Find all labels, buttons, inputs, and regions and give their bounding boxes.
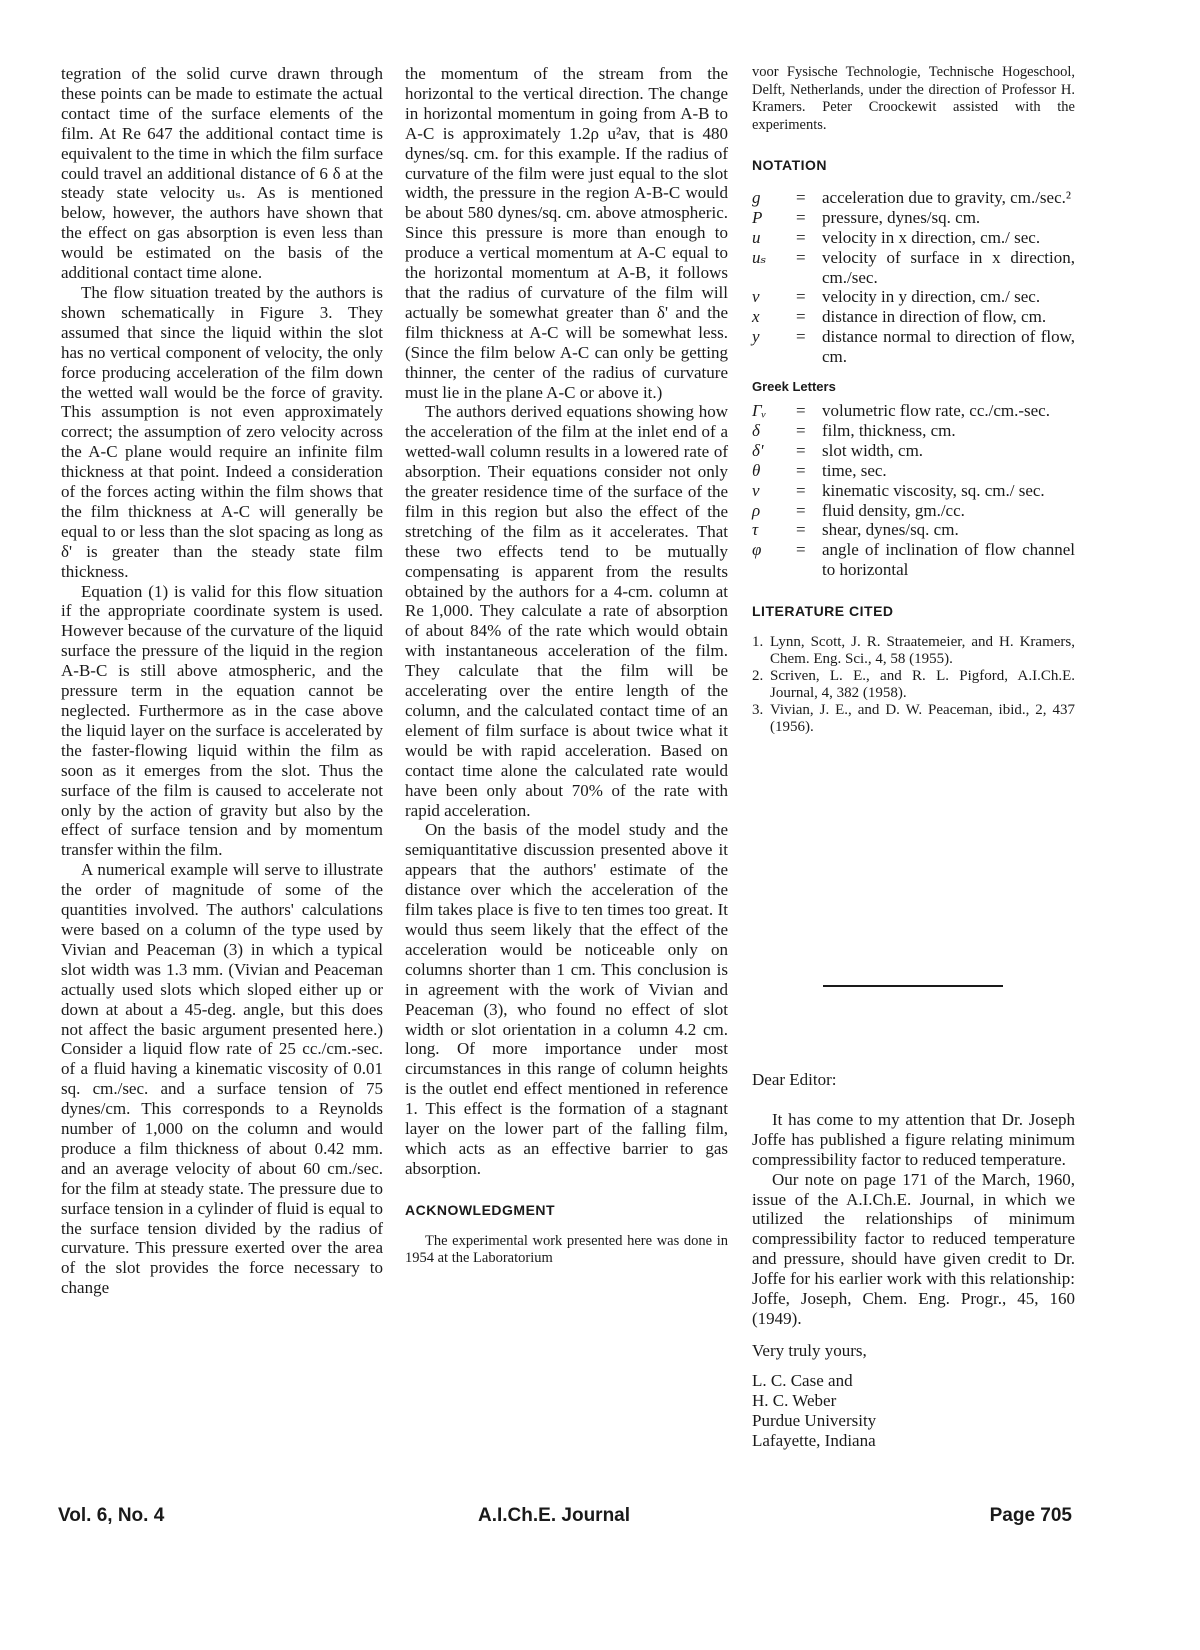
notation-row — [752, 421, 1075, 441]
reference-item — [752, 634, 1075, 668]
equals-sign: = — [796, 287, 806, 307]
notation-definition: film, thickness, cm. — [822, 420, 956, 440]
salutation: Dear Editor: — [752, 1070, 837, 1089]
notation-definition: shear, dynes/sq. cm. — [822, 520, 959, 540]
footer-volume: Vol. 6, No. 4 — [58, 1505, 165, 1526]
notation-symbol: θ — [752, 460, 761, 480]
paragraph: the momentum of the stream from the horizontal to the vertical direction. The change in horizontal momentum in going from A-B to A-C is approximately 1.2ρ u²av, that is 480 dynes/sq. cm. for this example. If the radius of curvature of the film were just equal to the slot width, the pressure in the region A-B-C would be about 580 dynes/sq. cm. above atmospheric. Since this pressure is more than enough to produce a vertical momentum at A-C equal to the horizontal momentum at A-B, it follows that the radius of curvature of the film will actually be somewhat greater than δ' and the film thickness at A-C will be somewhat less. (Since the film below A-C can only be getting thinner, the center of the radius of curvature must lie in the plane A-C or above it.) — [405, 64, 728, 402]
notation-row — [752, 248, 1075, 288]
notation-heading: NOTATION — [752, 157, 828, 173]
equals-sign: = — [796, 540, 806, 560]
paragraph: On the basis of the model study and the semiquantitative discussion presented above it appears that the authors' estimate of the distance over which the acceleration of the film takes place is five to ten times too great. It would thus seem likely that the effect of the acceleration would be noticeable only on columns shorter than 1 cm. This conclusion is in agreement with the work of Vivian and Peaceman (3), who found no effect of slot width or slot orientation in a column 4.2 cm. long. Of more importance under most circumstances in this range of column heights is the outlet end effect mentioned in reference 1. This effect is the formation of a stagnant layer on the lower part of the falling film, which acts as an effective barrier to gas absorption. — [405, 820, 728, 1178]
signer-line: L. C. Case and — [752, 1370, 853, 1390]
greek-letters-list — [752, 401, 1075, 580]
notation-row — [752, 481, 1075, 501]
paragraph: The authors derived equations showing how the acceleration of the film at the inlet end of a wetted-wall column results in a lowered rate of absorption. Their equations consider not only the greater residence time of the surface of the film in this region but also the effect of the stretching of the film as it accelerates. That these two effects tend to be mutually compensating is apparent from the results obtained by the authors for a 4-cm. column at Re 1,000. They calculate a rate of absorption of about 84% of the rate which would obtain with instantaneous acceleration of the film. They calculate that the film will be accelerating over the entire length of the column, and the calculated contact time of an element of film surface is about twice what it would be with rapid acceleration. Based on contact time alone the calculated rate would have been only about 70% of the rate with rapid acceleration. — [405, 402, 728, 820]
literature-cited-heading: LITERATURE CITED — [752, 603, 894, 620]
equals-sign: = — [796, 187, 806, 207]
section-divider — [823, 985, 1003, 987]
paragraph: The flow situation treated by the authors is shown schematically in Figure 3. They assumed that since the liquid within the slot has no vertical component of velocity, the only force producing acceleration of the film down the wetted wall would be the force of gravity. This assumption is not even approximately correct; the assumption of zero velocity across the A-C plane would require an infinite film thickness at that point. Indeed a consideration of the forces acting within the film shows that the film thickness at A-C will generally be equal to or less than the slot spacing as long as δ' is greater than the steady state film thickness. — [61, 282, 383, 581]
reference-list — [752, 634, 1075, 736]
notation-symbol: y — [752, 327, 760, 347]
letter-paragraph: Our note on page 171 of the March, 1960, issue of the A.I.Ch.E. Journal, in which we utilized the relationships of minimum compressibility factor to reduced temperature and pressure, should have given credit to Dr. Joffe for his earlier work with this relationship: Joffe, Joseph, Chem. Eng. Progr., 45, 160 (1949). — [752, 1169, 1075, 1328]
notation-symbol: δ' — [752, 440, 764, 460]
equals-sign: = — [796, 440, 806, 460]
equals-sign: = — [796, 307, 806, 327]
notation-symbol: x — [752, 307, 760, 327]
signer-line: Lafayette, Indiana — [752, 1430, 876, 1450]
notation-row — [752, 401, 1075, 421]
equals-sign: = — [796, 327, 806, 347]
signer-line: Purdue University — [752, 1410, 877, 1430]
notation-row — [752, 501, 1075, 521]
notation-definition: fluid density, gm./cc. — [822, 500, 965, 520]
notation-symbol: Γᵥ — [752, 400, 767, 420]
acknowledgment-text: The experimental work presented here was done in 1954 at the Laboratorium — [405, 1232, 728, 1267]
notation-row — [752, 540, 1075, 580]
reference-text: Lynn, Scott, J. R. Straatemeier, and H. Kramers, Chem. Eng. Sci., 4, 58 (1955). — [770, 634, 1075, 668]
paragraph: Equation (1) is valid for this flow situation if the appropriate coordinate system is used. However because of the curvature of the liquid surface the pressure of the liquid in the region A-B-C is still above atmospheric, and the pressure term in the equation cannot be neglected. Furthermore as in the case above the liquid layer on the surface is accelerated by the faster-flowing liquid within the film as soon as it emerges from the slot. Thus the surface of the film is caused to accelerate not only by the action of gravity but also by the effect of surface tension and by momentum transfer within the film. — [61, 581, 383, 860]
notation-definition: velocity in y direction, cm./ sec. — [822, 287, 1041, 307]
notation-symbol: u — [752, 227, 761, 247]
equals-sign: = — [796, 500, 806, 520]
column-2 — [405, 64, 728, 1268]
reference-text: Scriven, L. E., and R. L. Pigford, A.I.Ch.E. Journal, 4, 382 (1958). — [770, 668, 1075, 702]
equals-sign: = — [796, 207, 806, 227]
reference-item — [752, 668, 1075, 702]
notation-definition: pressure, dynes/sq. cm. — [822, 207, 981, 227]
acknowledgment-heading: ACKNOWLEDGMENT — [405, 1201, 556, 1218]
acknowledgment-text-continued: voor Fysische Technologie, Technische Hogeschool, Delft, Netherlands, under the direction of Professor H. Kramers. Peter Croockewit assisted with the experiments. — [752, 64, 1075, 133]
notation-definition: velocity in x direction, cm./ sec. — [822, 227, 1041, 247]
notation-definition: time, sec. — [822, 460, 887, 480]
notation-definition: acceleration due to gravity, cm./sec.² — [822, 187, 1071, 207]
reference-number: 2. — [752, 668, 764, 685]
reference-number: 3. — [752, 702, 764, 719]
notation-definition: velocity of surface in x direction, cm./sec. — [822, 247, 1075, 287]
closing: Very truly yours, — [752, 1340, 867, 1360]
equals-sign: = — [796, 520, 806, 540]
equals-sign: = — [796, 227, 806, 247]
notation-symbol: φ — [752, 540, 762, 560]
reference-number: 1. — [752, 634, 764, 651]
notation-symbol: τ — [752, 520, 759, 540]
footer-journal: A.I.Ch.E. Journal — [478, 1505, 631, 1526]
equals-sign: = — [796, 460, 806, 480]
column-1 — [61, 64, 383, 1298]
footer-page-number: Page 705 — [989, 1505, 1072, 1526]
letter-to-editor — [752, 1070, 1075, 1450]
notation-symbol: uₛ — [752, 247, 767, 267]
notation-symbol: ρ — [752, 500, 761, 520]
equals-sign: = — [796, 400, 806, 420]
notation-row — [752, 287, 1075, 307]
paragraph: tegration of the solid curve drawn through these points can be made to estimate the actual contact time of the surface elements of the film. At Re 647 the additional contact time is equivalent to the time in which the film surface could travel an additional distance of 6 δ at the steady state velocity uₛ. As is mentioned below, however, the authors have shown that the effect on gas absorption is even less than would be estimated on the basis of the additional contact time alone. — [61, 64, 383, 283]
notation-symbol: ν — [752, 480, 760, 500]
notation-row — [752, 461, 1075, 481]
notation-row — [752, 520, 1075, 540]
notation-row — [752, 441, 1075, 461]
notation-row — [752, 208, 1075, 228]
paragraph: A numerical example will serve to illustrate the order of magnitude of some of the quantities involved. The authors' calculations were based on a column of the type used by Vivian and Peaceman (3) in which a typical slot width was 1.3 mm. (Vivian and Peaceman actually used slots which sloped either up or down at about a 45-deg. angle, but this does not affect the basic argument presented here.) Consider a liquid flow rate of 25 cc./cm.-sec. of a fluid having a kinematic viscosity of 0.01 sq. cm./sec. and a surface tension of 75 dynes/cm. This corresponds to a Reynolds number of 1,000 on the column and would produce a film thickness of about 0.42 mm. and an average velocity of about 60 cm./sec. for the film at steady state. The pressure due to surface tension in a cylinder of fluid is equal to the surface tension divided by the radius of curvature. This pressure exerted over the area of the slot provides the force necessary to change — [61, 860, 383, 1298]
notation-symbol: g — [752, 187, 761, 207]
notation-symbol: δ — [752, 420, 760, 440]
equals-sign: = — [796, 420, 806, 440]
reference-item — [752, 702, 1075, 736]
notation-definition: kinematic viscosity, sq. cm./ sec. — [822, 480, 1045, 500]
notation-definition: distance normal to direction of flow, cm. — [822, 327, 1075, 367]
equals-sign: = — [796, 480, 806, 500]
notation-symbol: v — [752, 287, 760, 307]
notation-definition: distance in direction of flow, cm. — [822, 307, 1047, 327]
greek-letters-heading: Greek Letters — [752, 379, 836, 395]
notation-list — [752, 188, 1075, 367]
notation-definition: angle of inclination of flow channel to horizontal — [822, 540, 1075, 580]
notation-row — [752, 188, 1075, 208]
letter-paragraph: It has come to my attention that Dr. Joseph Joffe has published a figure relating minimum compressibility factor to reduced temperature. — [752, 1109, 1075, 1169]
reference-text: Vivian, J. E., and D. W. Peaceman, ibid., 2, 437 (1956). — [770, 702, 1075, 736]
notation-symbol: P — [752, 207, 763, 227]
equals-sign: = — [796, 247, 806, 267]
notation-row — [752, 307, 1075, 327]
notation-row — [752, 327, 1075, 367]
notation-definition: volumetric flow rate, cc./cm.-sec. — [822, 400, 1050, 420]
notation-definition: slot width, cm. — [822, 440, 924, 460]
column-3 — [752, 64, 1075, 736]
signer-line: H. C. Weber — [752, 1390, 837, 1410]
notation-row — [752, 228, 1075, 248]
